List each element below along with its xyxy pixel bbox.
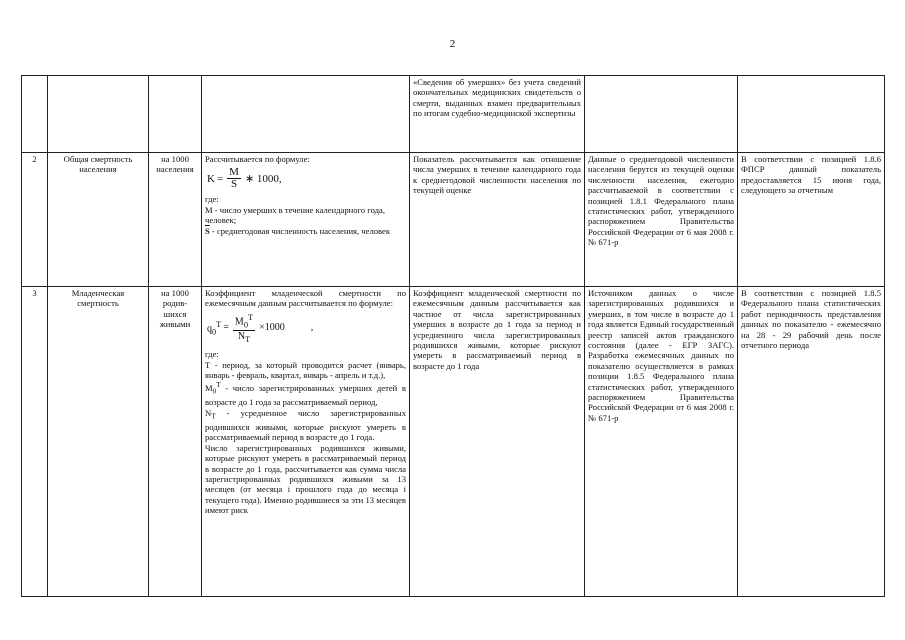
method-intro: Рассчитывается по формуле: (205, 154, 310, 164)
table-row-continuation (22, 76, 885, 153)
row-number: 3 (22, 287, 48, 597)
indicator-description: Показатель рассчитывается как отношение числа умерших в течение календарного года к среднегодовой численности населения по текущей оценке (410, 153, 585, 287)
cell-source (585, 76, 738, 153)
definition-n: $N_T$ - усредненное число зарегистрированных родившихся живыми, которые рискуют умереть в рассматриваемый период в возрасте до 1 года. (205, 407, 406, 443)
unit-of-measure: на 1000 населения (149, 153, 202, 287)
formula-numerator: $M_0^T$ (234, 312, 254, 330)
table-row-infant-mortality (22, 287, 885, 597)
unit-of-measure: на 1000 родив-шихся живыми (149, 287, 202, 597)
definition-t: T - период, за который проводится расчет (январь, январь - февраль, квартал, январь - апрель и т.д.), (205, 359, 406, 380)
formula-multiplier: ∗ 1000, (244, 172, 282, 185)
definition-s: $\overline{S}$ - среднегодовая численность населения, человек (205, 225, 391, 236)
where-label: где: (205, 194, 219, 205)
data-source: Источником данных о числе зарегистрированных родившихся и умерших, в том числе в возрасте до 1 года является Единый государственный реестр записей актов гражданского состояния (далее - ЕГР ЗАГС). Разработка ежемесячных данных по показателю осуществляется в рамках позиции 1.8.5 Федерального плана статистических работ, утвержденного распоряжением Правительства Российской Федерации от 6 мая 2008 г. № 671-р (585, 287, 738, 597)
formula-eq: = (216, 172, 224, 185)
additional-note: Число зарегистрированных родившихся живыми, которые рискуют умереть в рассматриваемый период в возрасте до 1 года, рассчитывается как сумма числа зарегистрированных родившихся живыми за 13 месяцев (от месяца i прошлого года до месяца i текущего года). Именно родившиеся за эти 13 месяцев имеют риск (205, 442, 406, 516)
cell-method (202, 76, 410, 153)
formula-general-mortality (207, 167, 406, 190)
calculation-method (202, 287, 410, 597)
symbol-s: $\overline{S}$ (205, 225, 210, 236)
periodicity: В соответствии с позицией 1.8.6 ФПСР данный показатель предоставляется 15 июня года, следующего за отчетным (738, 153, 885, 287)
cell-num (22, 76, 48, 153)
formula-infant-mortality (207, 312, 406, 345)
formula-multiplier: ×1000 (259, 322, 285, 334)
page-number: 2 (449, 38, 456, 50)
formula-fraction (227, 167, 241, 190)
calculation-method (202, 153, 410, 287)
table-row-general-mortality (22, 153, 885, 287)
definition-m: $M_0^T$ - число зарегистрированных умерших детей в возрасте до 1 года за рассматриваемый период, (205, 381, 406, 408)
formula-eq: = (223, 322, 229, 334)
indicator-name: Общая смертность населения (48, 153, 149, 287)
formula-numerator: M (229, 166, 239, 179)
formula-denominator: S (231, 178, 238, 191)
data-source: Данные о среднегодовой численности населения берутся из текущей оценки численности населения, ежегодно рассчитываемой в соответствии с позицией 1.8.1 Федерального плана статистических работ, утвержденного распоряжением Правительства Российской Федерации от 6 мая 2008 г. № 671-р (585, 153, 738, 287)
where-label: где: (205, 349, 219, 360)
formula-lhs: $q_0^T$ (207, 319, 222, 336)
indicator-description: Коэффициент младенческой смертности по ежемесячным данным рассчитывается как частное от числа зарегистрированных умерших в возрасте до 1 года за период и усредненного числа зарегистрированных родившихся живыми, которые рискуют умереть в рассматриваемый период в возрасте до 1 года (410, 287, 585, 597)
method-intro: Коэффициент младенческой смертности по ежемесячным данным рассчитывается по формуле: (205, 288, 406, 309)
formula-fraction (233, 312, 255, 345)
indicator-name: Младенческая смертность (48, 287, 149, 597)
formula-tail: , (310, 322, 314, 334)
definition-m: M - число умерших в течение календарного года, человек; (205, 204, 385, 226)
row-number: 2 (22, 153, 48, 287)
indicators-table (21, 75, 885, 597)
cell-unit (149, 76, 202, 153)
cell-description: «Сведения об умерших» без учета сведений окончательных медицинских свидетельств о смерти, выданных взамен предварительных по итогам судебно-медицинской экспертизы (410, 76, 585, 153)
cell-name (48, 76, 149, 153)
formula-denominator: $N_T$ (237, 331, 251, 345)
cell-periodicity (738, 76, 885, 153)
periodicity: В соответствии с позицией 1.8.5 Федерального плана статистических работ периодичность представления данных по показателю - ежемесячно на 28 - 29 рабочий день после отчетного периода (738, 287, 885, 597)
formula-lhs: K (207, 172, 215, 185)
